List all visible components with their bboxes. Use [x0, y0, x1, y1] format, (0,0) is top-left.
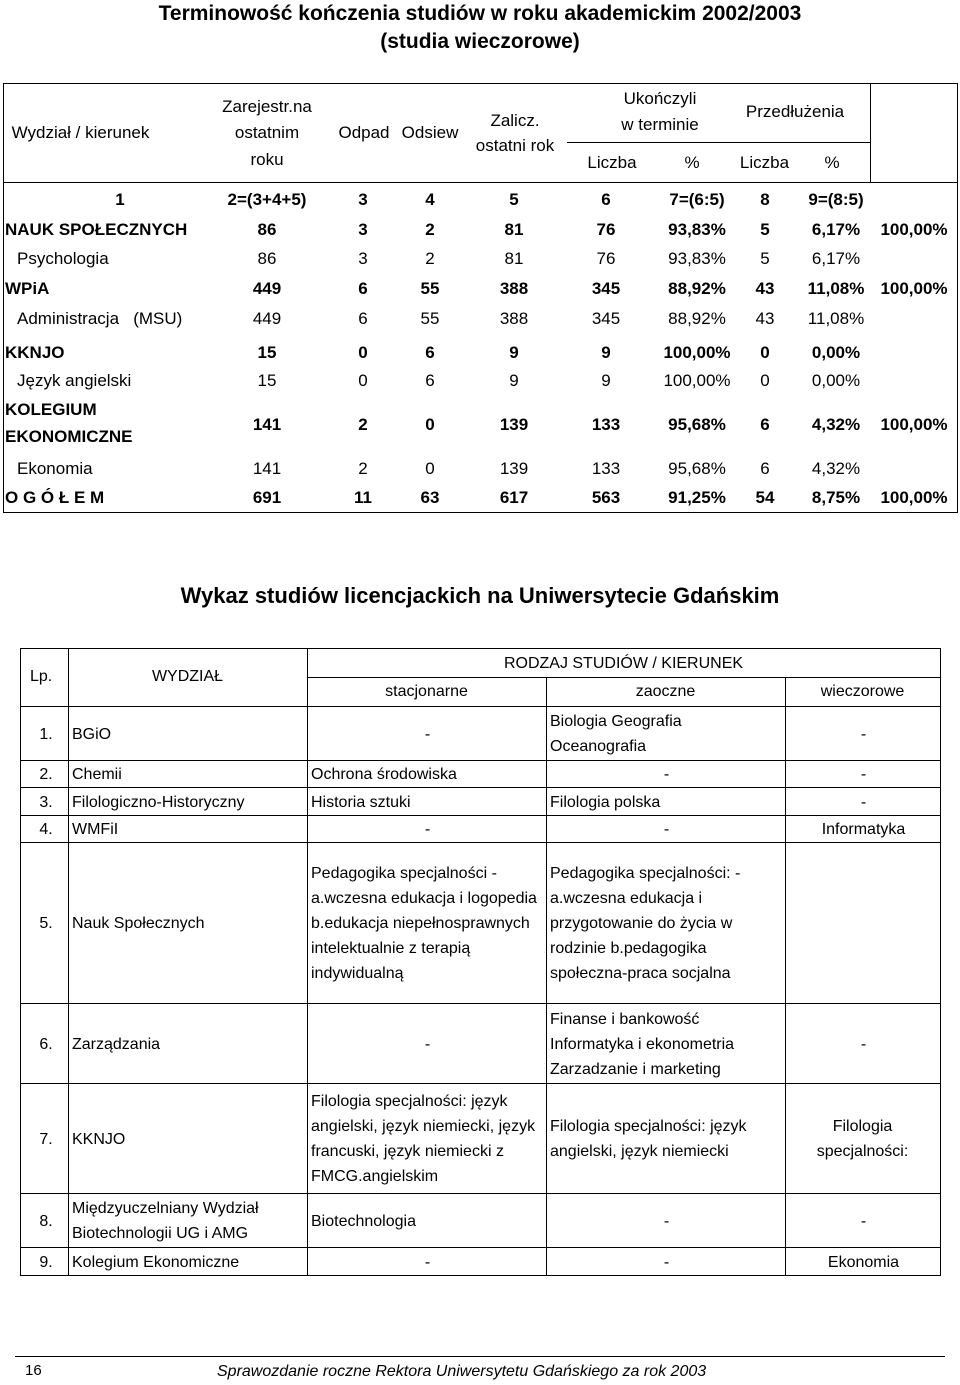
row-value: 133 [591, 459, 621, 478]
row-value: 95,68% [668, 459, 726, 478]
row-value: 6 [358, 309, 368, 328]
row-value: 11,08% [807, 279, 865, 298]
row-value: 55 [420, 279, 440, 298]
row-value: 9 [509, 371, 519, 390]
row-wieczorowe: - [860, 1212, 867, 1230]
header-pct-1: % [684, 153, 700, 172]
row-value: 449 [252, 309, 282, 328]
header-wydzial: Wydział / kierunek [11, 123, 150, 142]
row-value: 345 [591, 309, 621, 328]
row-value: 93,83% [668, 249, 726, 268]
formula-cell-7: 7=(6:5) [669, 190, 725, 209]
row-value: 100,00% [880, 415, 948, 434]
page-number: 16 [25, 1362, 42, 1379]
formula-cell-5: 5 [509, 190, 519, 209]
row-value: 11 [354, 488, 372, 507]
header-rodzaj: RODZAJ STUDIÓW / KIERUNEK [503, 655, 744, 672]
row-name-line2: EKONOMICZNE [5, 427, 133, 446]
row-name: WPiA [5, 279, 50, 298]
header-zarejestr-2: ostatnim [234, 123, 300, 142]
row-value: 43 [755, 309, 775, 328]
row-value: 81 [504, 220, 524, 239]
row-wydzial: Filologiczno-Historyczny [72, 793, 245, 811]
table1-title-line2: (studia wieczorowe) [380, 30, 580, 53]
row-lp: 5. [39, 915, 53, 932]
row-value: 6 [425, 343, 435, 362]
formula-cell-9: 9=(8:5) [808, 190, 864, 209]
row-value: 2 [425, 220, 435, 239]
row-value: 76 [596, 249, 616, 268]
row-value: 0 [358, 371, 368, 390]
row-stacjonarne: Biotechnologia [311, 1212, 416, 1230]
header-stacjonarne: stacjonarne [385, 683, 468, 700]
row-value: 0,00% [811, 371, 861, 390]
row-zaoczne: - [663, 1212, 670, 1230]
row-name-line1: KOLEGIUM [5, 400, 97, 419]
row-value: 139 [499, 459, 529, 478]
row-wieczorowe: - [860, 766, 867, 783]
header-wieczorowe: wieczorowe [820, 683, 905, 700]
row-value: 141 [252, 459, 282, 478]
row-value: 6 [760, 415, 770, 434]
row-value: 86 [257, 249, 277, 268]
row-wydzial: Nauk Społecznych [72, 915, 205, 932]
row-stacjonarne: Historia sztuki [311, 793, 411, 811]
row-value: 345 [591, 279, 621, 298]
row-value: 100,00% [663, 371, 731, 390]
header-wydzial2: WYDZIAŁ [151, 668, 224, 685]
row-value: 100,00% [880, 279, 948, 298]
header-liczba-1: Liczba [587, 153, 637, 172]
row-value: 6,17% [811, 220, 861, 239]
formula-cell-1: 1 [115, 190, 125, 209]
row-value: 141 [252, 415, 282, 434]
row-value: 139 [499, 415, 529, 434]
row-value: 76 [596, 220, 616, 239]
row-value: 4,32% [811, 459, 861, 478]
table1-title-line1: Terminowość kończenia studiów w roku akademickim 2002/2003 [158, 2, 802, 25]
row-value: 0 [425, 459, 435, 478]
row-lp: 3. [39, 793, 53, 811]
row-wieczorowe: - [860, 1035, 867, 1053]
row-wieczorowe: Filologia specjalności: [816, 1118, 909, 1160]
header-lp: Lp. [30, 668, 53, 685]
row-stacjonarne: - [424, 821, 431, 838]
row-value: 4,32% [811, 415, 861, 434]
row-value: 2 [425, 249, 435, 268]
row-lp: 6. [39, 1035, 53, 1053]
row-name: Administracja (MSU) [17, 309, 183, 328]
header-przedluzenia: Przedłużenia [745, 102, 845, 121]
row-value: 100,00% [880, 488, 948, 507]
row-value: 88,92% [668, 279, 726, 298]
row-stacjonarne: Ochrona środowiska [311, 766, 457, 783]
row-value: 6,17% [811, 249, 861, 268]
row-name: O G Ó Ł E M [5, 488, 105, 507]
header-odpad: Odpad [338, 123, 390, 142]
row-value: 0,00% [811, 343, 861, 362]
row-value: 86 [257, 220, 277, 239]
row-zaoczne: Finanse i bankowość Informatyka i ekonometria Zarzadzanie i marketing [550, 1010, 735, 1078]
row-value: 5 [760, 249, 770, 268]
formula-cell-4: 4 [425, 190, 435, 209]
row-value: 95,68% [668, 415, 726, 434]
table2-title: Wykaz studiów licencjackich na Uniwersytecie Gdańskim [180, 583, 780, 608]
row-name: KKNJO [5, 343, 65, 362]
row-wydzial: Zarządzania [72, 1035, 161, 1053]
row-value: 9 [509, 343, 519, 362]
row-stacjonarne: Filologia specjalności: język angielski, język niemiecki, język francuski, język niemiecki z FMCG.angielskim [311, 1093, 536, 1185]
row-value: 691 [252, 488, 282, 507]
row-zaoczne: Filologia polska [550, 793, 661, 811]
row-wydzial: BGiO [72, 725, 112, 743]
row-lp: 8. [39, 1212, 53, 1230]
row-value: 6 [760, 459, 770, 478]
row-wieczorowe: - [860, 793, 867, 811]
row-value: 2 [358, 415, 368, 434]
row-name: NAUK SPOŁECZNYCH [5, 220, 188, 239]
row-value: 15 [257, 371, 277, 390]
row-zaoczne: - [663, 766, 670, 783]
header-ukonczyli-2: w terminie [621, 115, 699, 134]
row-lp: 4. [39, 821, 53, 838]
row-zaoczne: - [663, 821, 670, 838]
row-value: 0 [760, 343, 770, 362]
row-name: Język angielski [17, 371, 132, 390]
row-lp: 2. [39, 766, 53, 783]
row-value: 5 [760, 220, 770, 239]
header-pct-2: % [824, 153, 840, 172]
row-value: 133 [591, 415, 621, 434]
row-wieczorowe: Ekonomia [827, 1253, 900, 1271]
row-lp: 7. [39, 1130, 53, 1148]
row-value: 9 [601, 371, 611, 390]
row-value: 0 [358, 343, 368, 362]
row-value: 63 [420, 488, 440, 507]
row-zaoczne: Pedagogika specjalności: - a.wczesna edukacja i przygotowanie do życia w rodzinie b.pedagogika społeczna-praca socjalna [550, 865, 741, 982]
row-stacjonarne: - [424, 725, 431, 743]
row-value: 100,00% [663, 343, 731, 362]
header-liczba-2: Liczba [739, 153, 790, 172]
footer-text: Sprawozdanie roczne Rektora Uniwersytetu Gdańskiego za rok 2003 [217, 1363, 707, 1380]
row-lp: 1. [39, 725, 53, 743]
header-odsiew: Odsiew [401, 123, 459, 142]
row-wydzial: KKNJO [72, 1130, 126, 1148]
row-zaoczne: Biologia Geografia Oceanografia [550, 713, 682, 755]
row-value: 100,00% [880, 220, 948, 239]
row-wydzial: WMFiI [72, 821, 119, 838]
row-value: 563 [591, 488, 621, 507]
row-wydzial: Międzyuczelniany Wydział Biotechnologii UG i AMG [72, 1200, 259, 1242]
row-value: 93,83% [668, 220, 726, 239]
row-value: 388 [499, 279, 529, 298]
header-zaoczne: zaoczne [635, 683, 696, 700]
header-zalicz-1: Zalicz. [490, 111, 540, 130]
row-stacjonarne: Pedagogika specjalności - a.wczesna edukacja i logopedia b.edukacja niepełnosprawnych intelektualnie z terapią indywidualną [311, 865, 537, 982]
row-wydzial: Kolegium Ekonomiczne [72, 1253, 240, 1271]
header-ukonczyli-1: Ukończyli [623, 89, 697, 108]
row-value: 9 [601, 343, 611, 362]
row-stacjonarne: - [424, 1253, 431, 1271]
formula-cell-8: 8 [760, 190, 770, 209]
row-wieczorowe: Informatyka [821, 821, 906, 838]
header-zarejestr-1: Zarejestr.na [222, 97, 312, 116]
row-value: 55 [420, 309, 440, 328]
row-lp: 9. [39, 1253, 53, 1271]
row-value: 91,25% [668, 488, 726, 507]
row-wydzial: Chemii [72, 766, 122, 783]
row-value: 11,08% [807, 309, 865, 328]
row-stacjonarne: - [424, 1035, 431, 1053]
row-value: 2 [358, 459, 368, 478]
header-zalicz-2: ostatni rok [475, 136, 555, 155]
row-value: 388 [499, 309, 529, 328]
row-zaoczne: Filologia specjalności: język angielski, język niemiecki [550, 1118, 747, 1160]
row-value: 88,92% [668, 309, 726, 328]
row-value: 617 [499, 488, 529, 507]
formula-cell-3: 3 [358, 190, 368, 209]
row-value: 6 [425, 371, 435, 390]
row-value: 15 [257, 343, 277, 362]
row-value: 54 [755, 488, 775, 507]
row-name: Ekonomia [17, 459, 93, 478]
formula-cell-2: 2=(3+4+5) [227, 190, 307, 209]
row-value: 449 [252, 279, 282, 298]
row-value: 81 [504, 249, 524, 268]
row-value: 3 [358, 220, 368, 239]
row-value: 6 [358, 279, 368, 298]
row-value: 8,75% [811, 488, 861, 507]
row-wieczorowe: - [860, 725, 867, 743]
row-name: Psychologia [17, 249, 109, 268]
row-value: 0 [425, 415, 435, 434]
row-value: 43 [755, 279, 775, 298]
header-zarejestr-3: roku [250, 150, 284, 169]
row-value: 0 [760, 371, 770, 390]
row-zaoczne: - [663, 1253, 670, 1271]
row-value: 3 [358, 249, 368, 268]
formula-cell-6: 6 [601, 190, 611, 209]
